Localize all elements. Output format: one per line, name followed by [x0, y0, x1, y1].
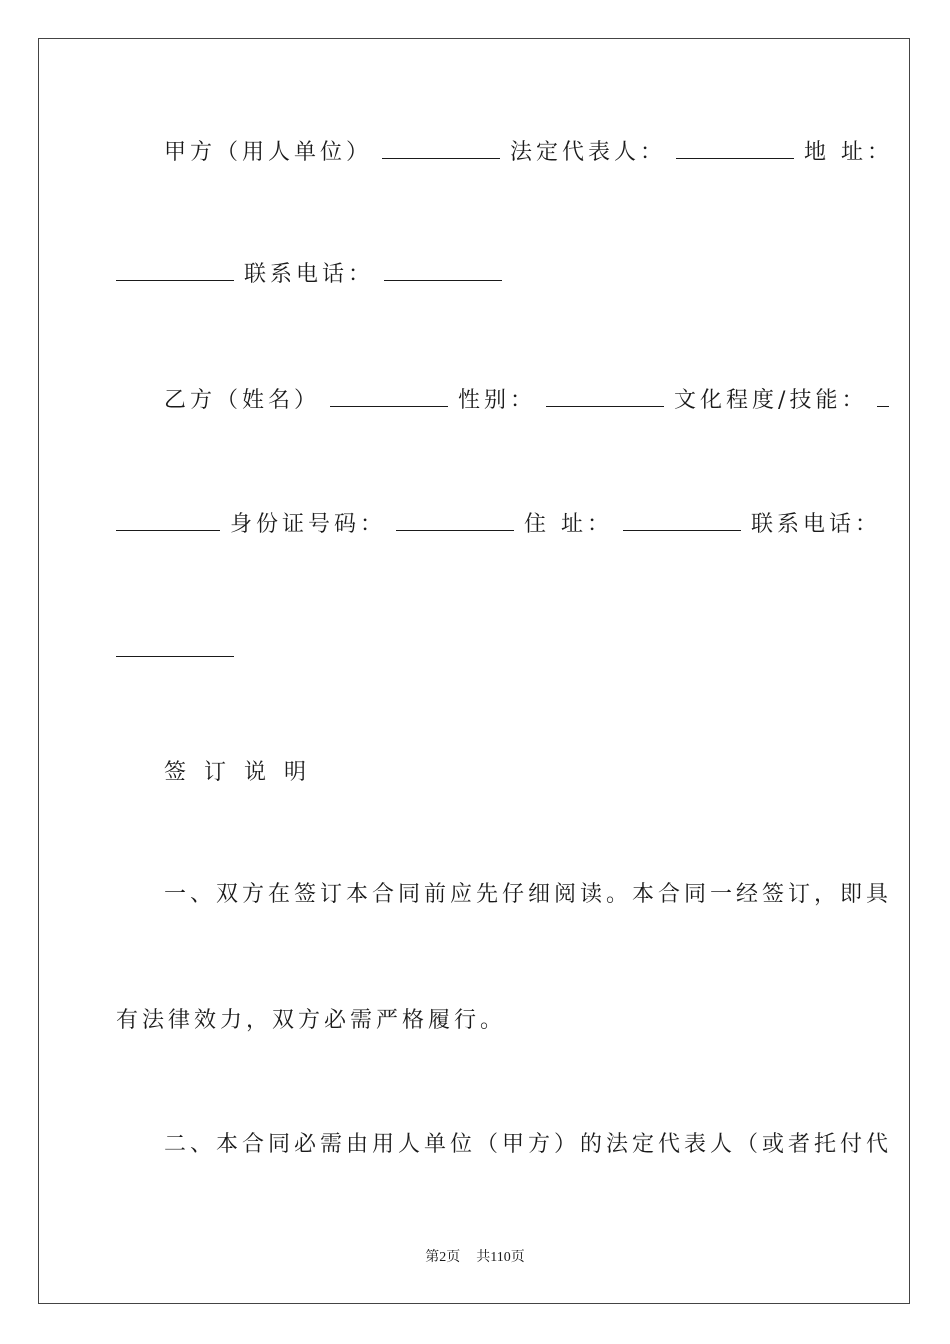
legal-rep-label: 法定代表人： [510, 140, 667, 165]
party-a-phone-label: 联系电话： [244, 262, 375, 287]
party-b-label: 乙方（姓名） [164, 388, 321, 413]
note-item-1-line-2: 有法律效力，双方必需严格履行。 [116, 1008, 507, 1033]
party-b-phone-label: 联系电话： [751, 512, 882, 537]
gender-label: 性别： [458, 388, 537, 413]
party-a-name-blank[interactable] [382, 136, 500, 159]
party-a-label: 甲方（用人单位） [164, 140, 373, 165]
education-blank-start[interactable] [877, 384, 889, 407]
total-pages: 共110页 [476, 1250, 525, 1265]
education-label: 文化程度/技能： [674, 388, 868, 413]
residence-label: 住 址： [524, 512, 614, 537]
education-blank[interactable] [116, 508, 220, 531]
party-b-name-blank[interactable] [330, 384, 448, 407]
party-b-line [164, 384, 868, 416]
party-a-address-label: 地 址： [804, 140, 894, 165]
id-number-label: 身份证号码： [230, 512, 387, 537]
gender-blank[interactable] [546, 384, 664, 407]
page-footer [0, 1246, 950, 1266]
id-number-blank[interactable] [396, 508, 514, 531]
party-b-id-line [116, 508, 882, 540]
page-number: 第2页 [425, 1250, 461, 1265]
party-a-contact-line [116, 258, 852, 290]
page-border [38, 38, 910, 1304]
residence-blank[interactable] [623, 508, 741, 531]
party-b-phone-blank[interactable] [116, 634, 234, 657]
party-a-phone-blank[interactable] [384, 258, 502, 281]
signing-notes-heading: 签订说明 [164, 760, 325, 785]
party-b-phone-line [116, 634, 852, 666]
party-a-address-blank[interactable] [116, 258, 234, 281]
party-a-line [164, 136, 894, 168]
note-item-1-line-1: 一、双方在签订本合同前应先仔细阅读。本合同一经签订，即具 [164, 882, 893, 907]
note-item-2-line-1: 二、本合同必需由用人单位（甲方）的法定代表人（或者托付代 [164, 1132, 893, 1157]
legal-rep-blank[interactable] [676, 136, 794, 159]
